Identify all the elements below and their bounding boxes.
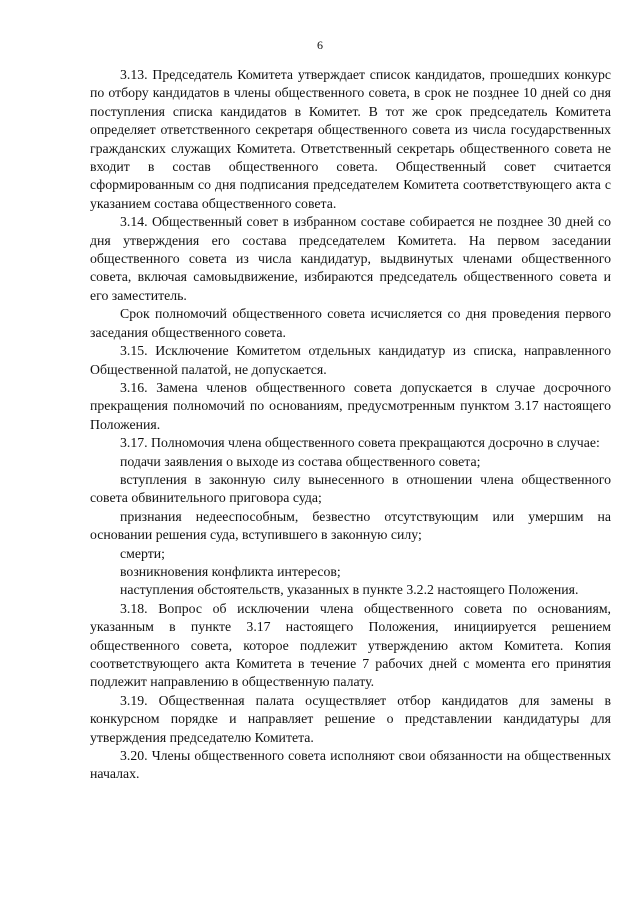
- list-item-conviction: вступления в законную силу вынесенного в отношении члена общественного совета обвинительного приговора суда;: [90, 471, 611, 506]
- paragraph-3-13: 3.13. Председатель Комитета утверждает список кандидатов, прошедших конкурс по отбору кандидатов в члены общественного совета, в срок не позднее 10 дней со дня поступления списка кандидатов в Комитет. В тот же срок председатель Комитета определяет ответственного секретаря общественного совета из числа государственных гражданских служащих Комитета. Ответственный секретарь общественного совета не входит в состав общественного совета. Общественный совет считается сформированным со дня подписания председателем Комитета соответствующего акта с указанием состава общественного совета.: [90, 67, 611, 211]
- paragraph-3-18: 3.18. Вопрос об исключении члена общественного совета по основаниям, указанным в пункте 3.17 настоящего Положения, инициируется решением общественного совета, которое подлежит утверждению актом Комитета. Копия соответствующего акта Комитета в течение 7 рабочих дней с момента его принятия подлежит направлению в общественную палату.: [90, 600, 611, 690]
- list-item-conflict-of-interest: возникновения конфликта интересов;: [120, 563, 341, 579]
- paragraph-3-15: 3.15. Исключение Комитетом отдельных кандидатур из списка, направленного Общественной палатой, не допускается.: [90, 343, 611, 377]
- list-item-death: смерти;: [120, 545, 165, 561]
- paragraph-3-14: 3.14. Общественный совет в избранном составе собирается не позднее 30 дней со дня утверждения его состава председателем Комитета. На первом заседании общественного совета из числа кандидатур, выдвинутых членами общественного совета, включая самовыдвижение, избираются председатель общественного совета и его заместитель.: [90, 214, 611, 303]
- paragraph-3-20: 3.20. Члены общественного совета исполняют свои обязанности на общественных началах.: [90, 748, 611, 782]
- page-number: 6: [317, 38, 323, 52]
- paragraph-3-17: 3.17. Полномочия члена общественного совета прекращаются досрочно в случае:: [120, 435, 600, 451]
- paragraph-3-16: 3.16. Замена членов общественного совета допускается в случае досрочного прекращения полномочий по основаниям, предусмотренным пунктом 3.17 настоящего Положения.: [90, 379, 611, 432]
- list-item-incapacity: признания недееспособным, безвестно отсутствующим или умершим на основании решения суда, вступившего в законную силу;: [90, 508, 611, 543]
- paragraph-3-19: 3.19. Общественная палата осуществляет отбор кандидатов для замены в конкурсном порядке и направляет решение о представлении кандидатуры для утверждения председателю Комитета.: [90, 692, 611, 745]
- paragraph-term-of-office: Срок полномочий общественного совета исчисляется со дня проведения первого заседания общественного совета.: [90, 306, 611, 340]
- document-body: [90, 66, 611, 784]
- list-item-circumstances: наступления обстоятельств, указанных в пункте 3.2.2 настоящего Положения.: [120, 582, 579, 598]
- list-item-resignation: подачи заявления о выходе из состава общественного совета;: [120, 453, 481, 469]
